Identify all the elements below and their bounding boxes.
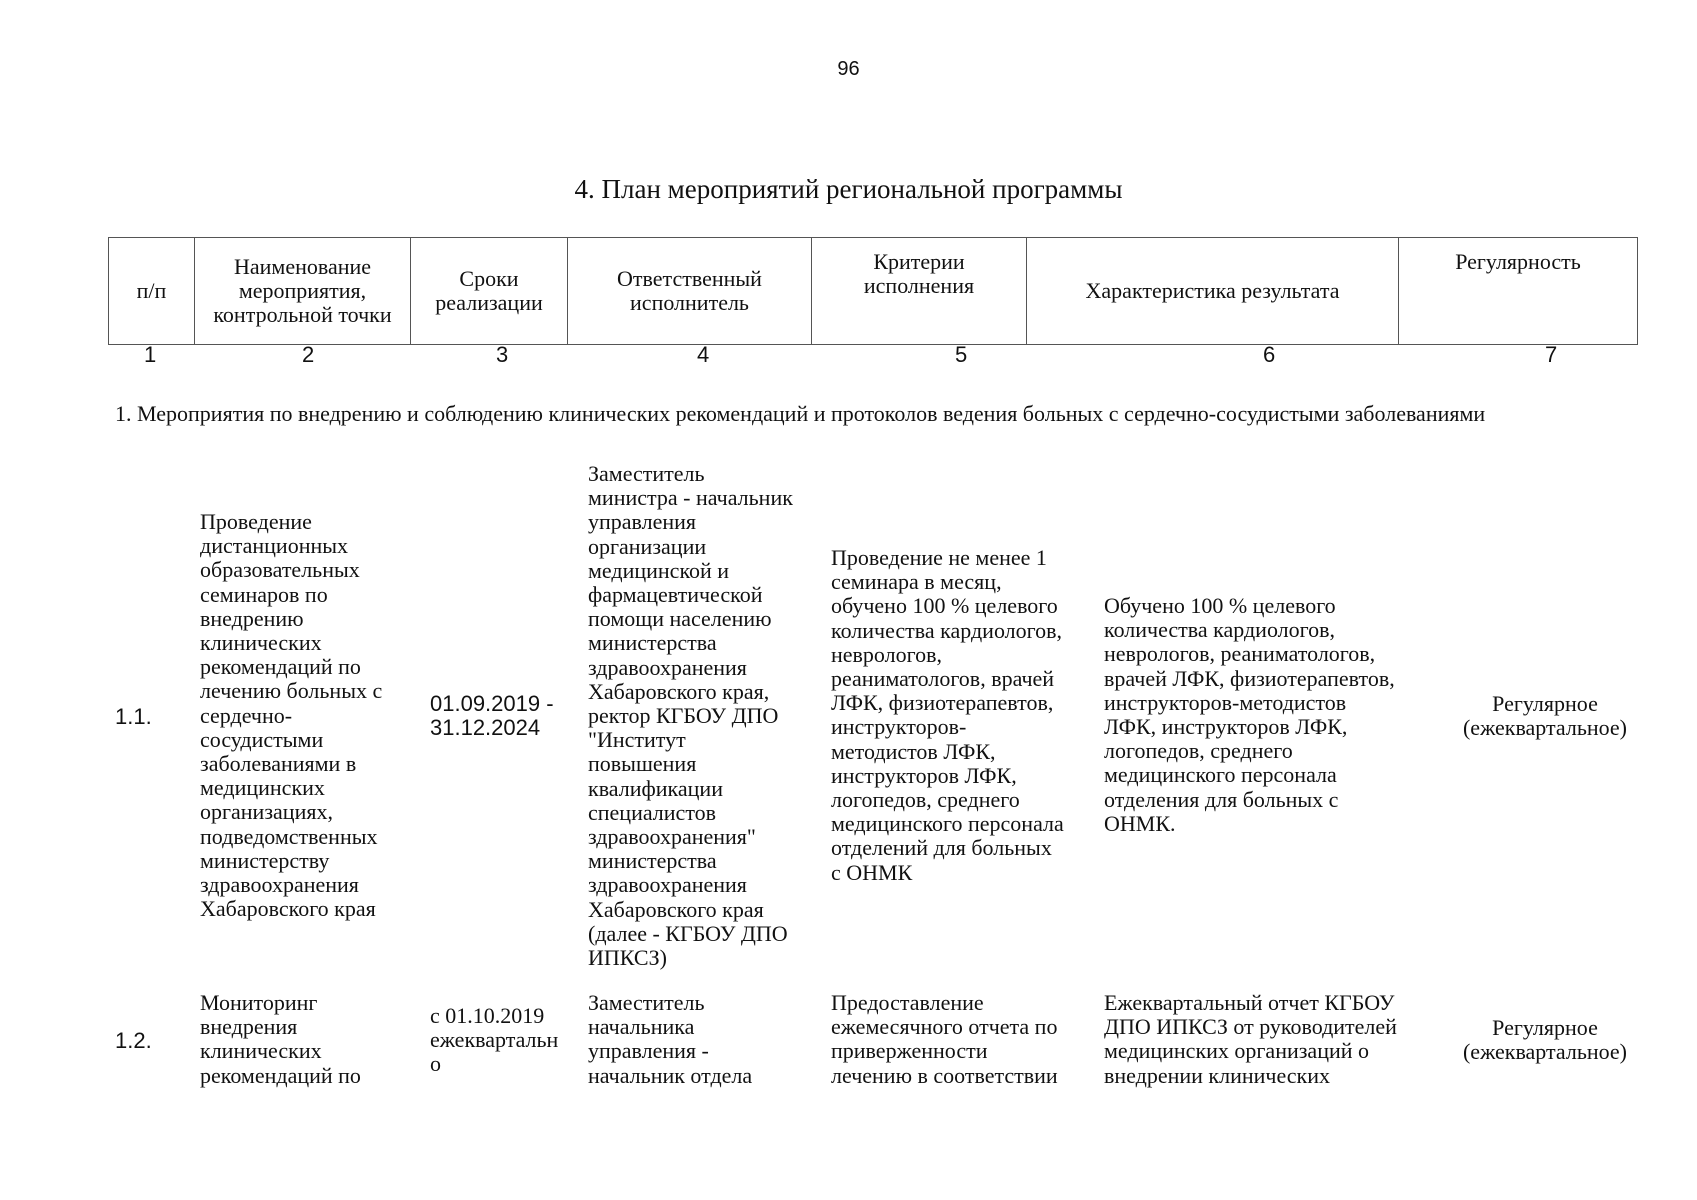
row-period: с 01.10.2019 ежеквартальн о bbox=[430, 1003, 559, 1077]
row-criteria: Предоставление ежемесячного отчета по приверженности лечению в соответствии bbox=[831, 990, 1058, 1088]
column-number: 1 bbox=[144, 342, 157, 367]
header-period: Сроки реализации bbox=[411, 238, 568, 345]
header-criteria: Критерии исполнения bbox=[812, 238, 1027, 345]
row-activity-name: Мониторинг внедрения клинических рекомендаций по bbox=[200, 990, 361, 1088]
header-number: п/п bbox=[109, 238, 195, 345]
header-name: Наименование мероприятия, контрольной точки bbox=[195, 238, 411, 345]
row-number: 1.1. bbox=[115, 704, 152, 729]
row-responsible: Заместитель министра - начальник управления организации медицинской и фармацевтической помощи населению министерства здравоохранения Хабаровского края, ректор КГБОУ ДПО "Институт повышения квалификации специалистов здравоохранения" министерства здравоохранения Хабаровского края (далее - КГБОУ ДПО ИПКСЗ) bbox=[588, 461, 793, 971]
column-number: 3 bbox=[496, 342, 509, 367]
row-criteria: Проведение не менее 1 семинара в месяц, обучено 100 % целевого количества кардиологов, неврологов, реаниматологов, врачей ЛФК, физиотерапевтов, инструкторов- методистов ЛФК, инструкторов ЛФК, логопедов, среднего медицинского персонала отделений для больных с ОНМК bbox=[831, 545, 1064, 885]
row-responsible: Заместитель начальника управления - начальник отдела bbox=[588, 990, 753, 1088]
row-regularity: Регулярное (ежеквартальное) bbox=[1462, 691, 1627, 741]
section-heading: 1. Мероприятия по внедрению и соблюдению клинических рекомендаций и протоколов ведения больных с сердечно-сосудистыми заболеваниями bbox=[115, 401, 1486, 426]
page-number: 96 bbox=[837, 58, 860, 80]
header-result: Характеристика результата bbox=[1027, 238, 1399, 345]
column-number: 4 bbox=[697, 342, 710, 367]
row-result: Обучено 100 % целевого количества кардиологов, неврологов, реаниматологов, врачей ЛФК, физиотерапевтов, инструкторов-методистов ЛФК, инструкторов ЛФК, логопедов, среднего медицинского персонала отделения для больных с ОНМК. bbox=[1104, 593, 1395, 836]
row-result: Ежеквартальный отчет КГБОУ ДПО ИПКСЗ от руководителей медицинских организаций о внедрении клинических bbox=[1104, 990, 1397, 1088]
header-responsible: Ответственный исполнитель bbox=[568, 238, 812, 345]
row-number: 1.2. bbox=[115, 1028, 152, 1053]
row-activity-name: Проведение дистанционных образовательных семинаров по внедрению клинических рекомендаций по лечению больных с сердечно- сосудистыми заболеваниями в медицинских организациях, подведомственных министерству здравоохранения Хабаровского края bbox=[200, 509, 383, 922]
page-title: 4. План мероприятий региональной программы bbox=[574, 174, 1123, 204]
column-number: 2 bbox=[302, 342, 315, 367]
column-number: 5 bbox=[955, 342, 968, 367]
header-regularity: Регулярность bbox=[1399, 238, 1638, 345]
column-number: 6 bbox=[1263, 342, 1276, 367]
row-regularity: Регулярное (ежеквартальное) bbox=[1462, 1015, 1627, 1065]
table-header bbox=[108, 237, 1638, 345]
column-number: 7 bbox=[1545, 342, 1558, 367]
row-period: 01.09.2019 - 31.12.2024 bbox=[430, 691, 554, 740]
